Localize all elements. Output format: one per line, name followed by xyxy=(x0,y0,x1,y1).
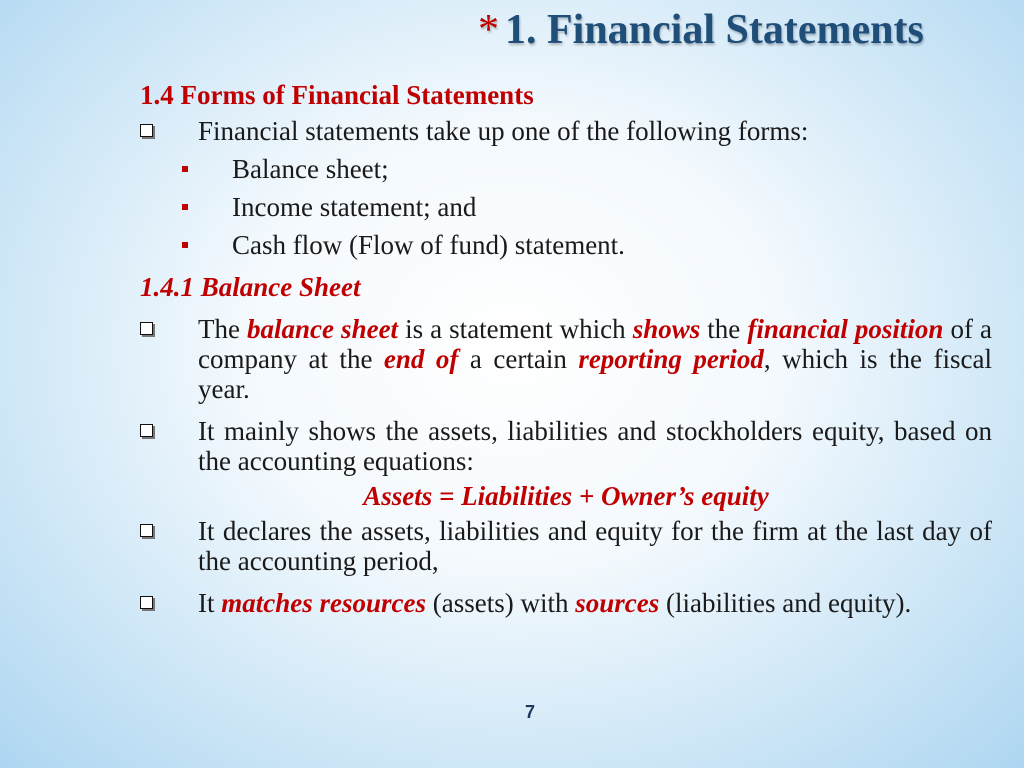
form-item xyxy=(140,230,992,260)
text-run: , which is the fiscal year. xyxy=(198,344,992,404)
bullet-assets-liabilities xyxy=(140,416,992,476)
accounting-equation: Assets = Liabilities + Owner’s equity xyxy=(363,481,769,511)
emphasis-text: end of xyxy=(383,344,459,374)
form-item-label: Cash flow (Flow of fund) statement. xyxy=(232,230,625,260)
intro-text: Financial statements take up one of the following forms: xyxy=(198,116,809,146)
square-bullet-icon xyxy=(182,166,188,172)
page-number: 7 xyxy=(524,702,535,722)
text-run: of a company at the xyxy=(198,314,992,374)
checkbox-bullet-icon xyxy=(140,124,153,137)
slide-content xyxy=(140,80,992,618)
text-run: the xyxy=(700,314,748,344)
bullet-intro xyxy=(140,116,992,146)
paragraph-text: It declares the assets, liabilities and equity for the firm at the last day of the accounting period, xyxy=(198,516,992,576)
checkbox-bullet-icon xyxy=(140,322,153,335)
emphasis-text: matches resources xyxy=(221,588,426,618)
text-run: The xyxy=(198,314,248,344)
paragraph-text: It mainly shows the assets, liabilities and stockholders equity, based on the accounting equations: xyxy=(198,416,992,476)
title-asterisk: * xyxy=(478,7,499,53)
section-heading: 1.4 Forms of Financial Statements xyxy=(140,80,534,110)
checkbox-bullet-icon xyxy=(140,596,153,609)
bullet-matches-resources xyxy=(140,588,992,618)
form-item-label: Income statement; and xyxy=(232,192,477,222)
checkbox-bullet-icon xyxy=(140,524,153,537)
bullet-balance-sheet-definition xyxy=(140,314,992,404)
text-run: is a statement which xyxy=(398,314,633,344)
square-bullet-icon xyxy=(182,204,188,210)
text-run: (liabilities and equity). xyxy=(659,588,912,618)
form-item xyxy=(140,154,992,184)
square-bullet-icon xyxy=(182,242,188,248)
form-item-label: Balance sheet; xyxy=(232,154,389,184)
slide-title xyxy=(478,6,924,54)
subsection-heading: 1.4.1 Balance Sheet xyxy=(140,272,361,302)
checkbox-bullet-icon xyxy=(140,424,153,437)
title-text: 1. Financial Statements xyxy=(505,7,924,53)
emphasis-text: sources xyxy=(575,588,660,618)
text-run: a certain xyxy=(458,344,579,374)
emphasis-text: balance sheet xyxy=(247,314,399,344)
emphasis-text: shows xyxy=(632,314,701,344)
emphasis-text: reporting period xyxy=(578,344,764,374)
emphasis-text: financial position xyxy=(747,314,944,344)
text-run: (assets) with xyxy=(426,588,576,618)
text-run: It xyxy=(198,588,222,618)
form-item xyxy=(140,192,992,222)
bullet-declares xyxy=(140,516,992,576)
